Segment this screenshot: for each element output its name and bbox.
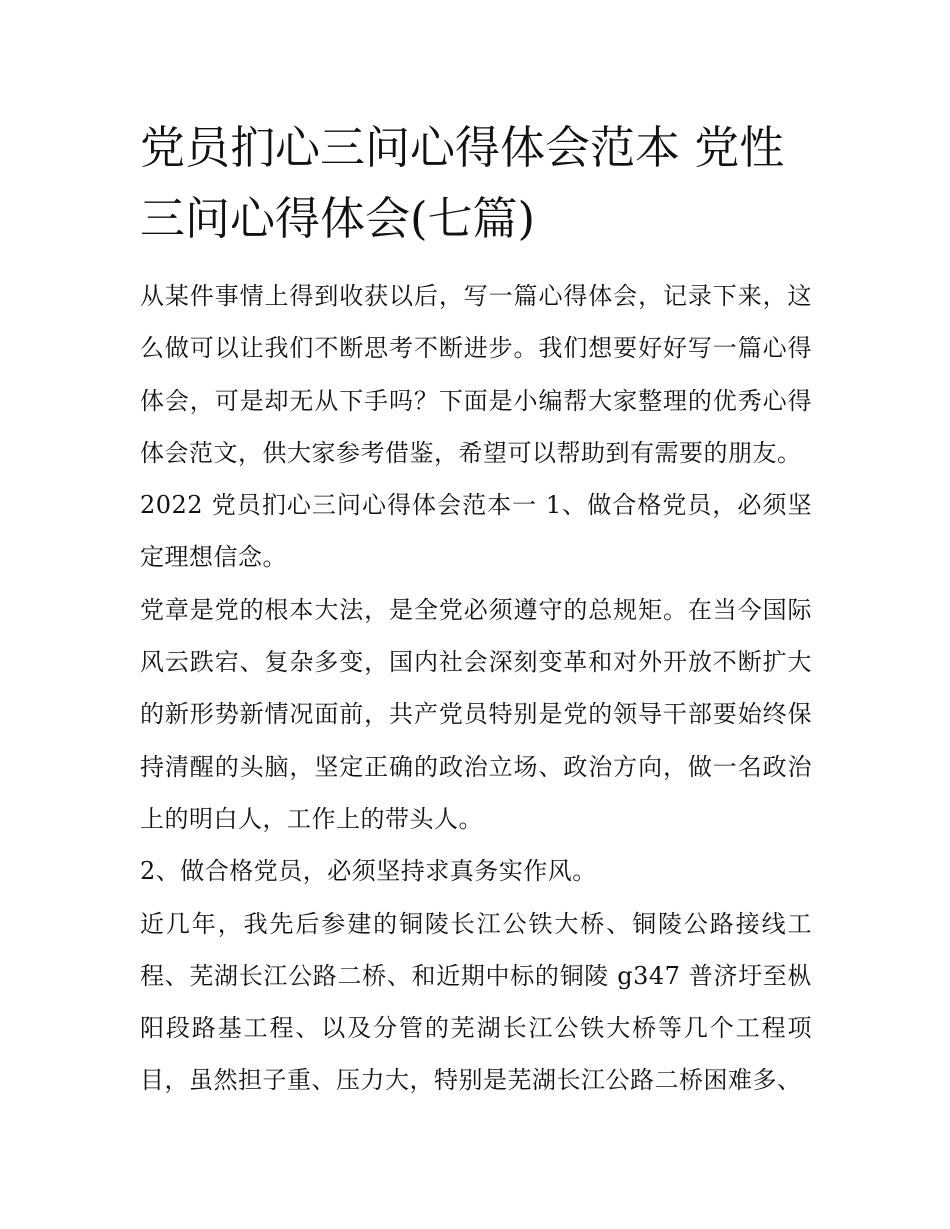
intro-paragraph: 从某件事情上得到收获以后，写一篇心得体会，记录下来，这么做可以让我们不断思考不断进步。我们想要好好写一篇心得体会，可是却无从下手吗？下面是小编帮大家整理的优秀心得体会范文，供大家参考借鉴，希望可以帮助到有需要的朋友。 xyxy=(140,282,812,467)
section-two-heading: 2、做合格党员，必须坚持求真务实作风。 xyxy=(140,857,597,886)
document-body xyxy=(140,270,812,1107)
body-paragraph: 近几年，我先后参建的铜陵长江公铁大桥、铜陵公路接线工程、芜湖长江公路二桥、和近期中标的铜陵 g347 普济圩至枞阳段路基工程、以及分管的芜湖长江公铁大桥等几个工程项目，虽然担子重、压力大，特别是芜湖长江公路二桥困难多、 xyxy=(140,909,812,1095)
document-title: 党员扪心三问心得体会范本 党性三问心得体会(七篇) xyxy=(140,121,785,245)
section-one-heading: 2022 党员扪心三问心得体会范本一 1、做合格党员，必须坚定理想信念。 xyxy=(140,491,812,572)
document-content xyxy=(140,112,812,1107)
body-paragraph: 党章是党的根本大法，是全党必须遵守的总规矩。在当今国际风云跌宕、复杂多变，国内社会深刻变革和对外开放不断扩大的新形势新情况面前，共产党员特别是党的领导干部要始终保持清醒的头脑，坚定正确的政治立场、政治方向，做一名政治上的明白人，工作上的带头人。 xyxy=(140,595,812,833)
